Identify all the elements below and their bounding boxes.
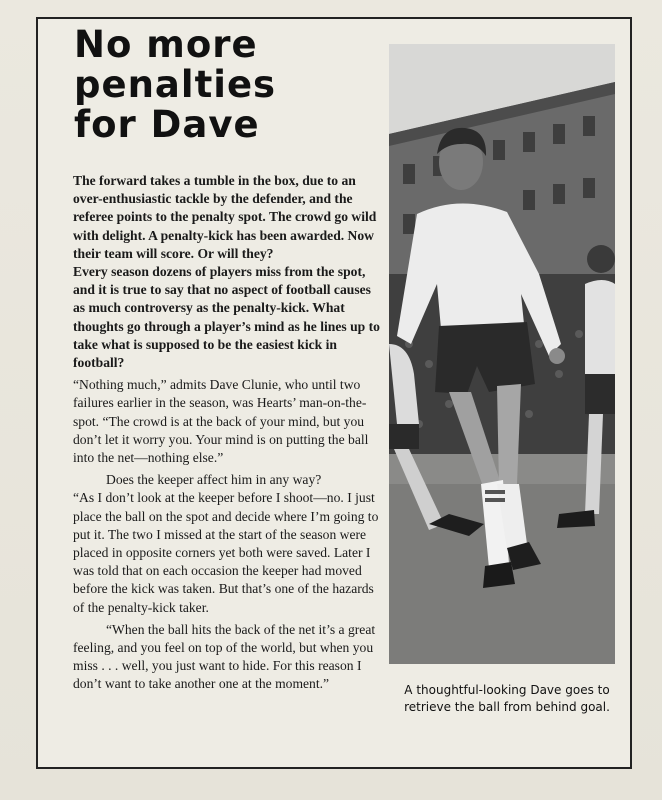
photo-caption: A thoughtful-looking Dave goes to retrieve the ball from behind goal. (404, 683, 610, 714)
lead-paragraph-1: The forward takes a tumble in the box, due to an over-enthusiastic tackle by the defender, and the referee points to the penalty spot. The crowd go wild with delight. A penalty-kick has been awarded. Now their team will score. Or will they? (73, 173, 377, 261)
player-photo (389, 44, 615, 664)
body-paragraph-4: “When the ball hits the back of the net it’s a great feeling, and you feel on top of the world, but when you miss . . . well, you just want to hide. For this reason I don’t want to take another one at the moment.” (73, 621, 376, 692)
headline-line-2: penalties (74, 63, 277, 106)
article-headline (74, 25, 374, 145)
body-paragraph-1: “Nothing much,” admits Dave Clunie, who until two failures earlier in the season, was Hearts’ man-on-the-spot. “The crowd is at the back of your mind, but you don’t let it worry you. Your mind is on putting the ball into the net—nothing else.” (73, 377, 369, 466)
article-body (73, 172, 381, 694)
headline-line-3: for Dave (74, 103, 260, 146)
body-paragraph-3: “As I don’t look at the keeper before I shoot—no. I just place the ball on the spot and decide where I’m going to put it. The two I missed at the start of the season were placed in opposite corners yet both were saved. Later I was told that on each occasion the keeper had moved before the kick was taken. But that’s one of the hazards of the penalty-kick taker. (73, 490, 379, 615)
lead-paragraph-2: Every season dozens of players miss from the spot, and it is true to say that no aspect of football causes as much controversy as the penalty-kick. What thoughts go through a player’s mind as he lines up to take what is supposed to be the easiest kick in football? (73, 264, 380, 371)
body-paragraph-2: Does the keeper affect him in any way? (106, 472, 322, 488)
headline-line-1: No more (74, 23, 258, 66)
